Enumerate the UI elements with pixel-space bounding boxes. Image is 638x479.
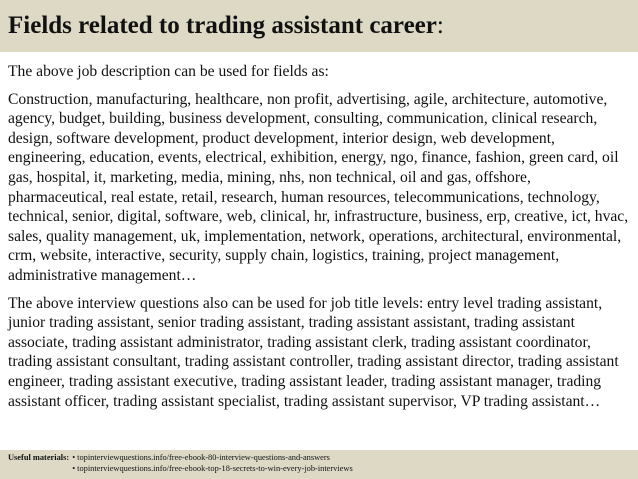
- footer-link-ebook-80-questions[interactable]: topinterviewquestions.info/free-ebook-80-interview-questions-and-answers: [77, 453, 330, 462]
- slide-content: [8, 62, 632, 419]
- job-levels-paragraph: The above interview questions also can be used for job title levels: entry level trading assistant, junior trading assistant, senior trading assistant, trading assistant assistant, trading assistant associate, trading assistant administrator, trading assistant clerk, trading assistant coordinator, trading assistant consultant, trading assistant controller, trading assistant director, trading assistant engineer, trading assistant executive, trading assistant leader, trading assistant manager, trading assistant officer, trading assistant specialist, trading assistant supervisor, VP trading assistant…: [8, 294, 619, 410]
- page-title: [8, 11, 444, 41]
- footer: [8, 453, 353, 474]
- bullet-icon: •: [72, 453, 76, 462]
- page-title-colon: :: [436, 12, 444, 39]
- footer-label-text: Useful materials: [8, 453, 67, 462]
- footer-link-item[interactable]: [72, 464, 353, 475]
- page-title-text: Fields related to trading assistant career: [8, 12, 437, 39]
- footer-links: [72, 453, 353, 474]
- bullet-icon: •: [72, 463, 76, 473]
- intro-paragraph: The above job description can be used for fields as:: [8, 63, 329, 80]
- footer-label: [8, 453, 69, 474]
- footer-label-colon: :: [66, 453, 70, 462]
- fields-paragraph: Construction, manufacturing, healthcare, non profit, advertising, agile, architecture, automotive, agency, budget, building, business development, consulting, communication, clinical research, design, software development, product development, interior design, web development, engineering, education, events, electrical, exhibition, energy, ngo, finance, fashion, green card, oil gas, hospital, it, marketing, media, mining, nhs, non technical, oil and gas, offshore, pharmaceutical, real estate, retail, research, human resources, telecommunications, technology, technical, senior, digital, software, web, clinical, hr, infrastructure, business, erp, creative, ict, hvac, sales, quality management, uk, implementation, network, operations, architectural, environmental, crm, website, interactive, security, supply chain, logistics, training, project management, administrative management…: [8, 90, 629, 284]
- footer-link-ebook-18-secrets[interactable]: topinterviewquestions.info/free-ebook-top-18-secrets-to-win-every-job-interviews: [77, 463, 353, 473]
- footer-link-item[interactable]: [72, 453, 353, 464]
